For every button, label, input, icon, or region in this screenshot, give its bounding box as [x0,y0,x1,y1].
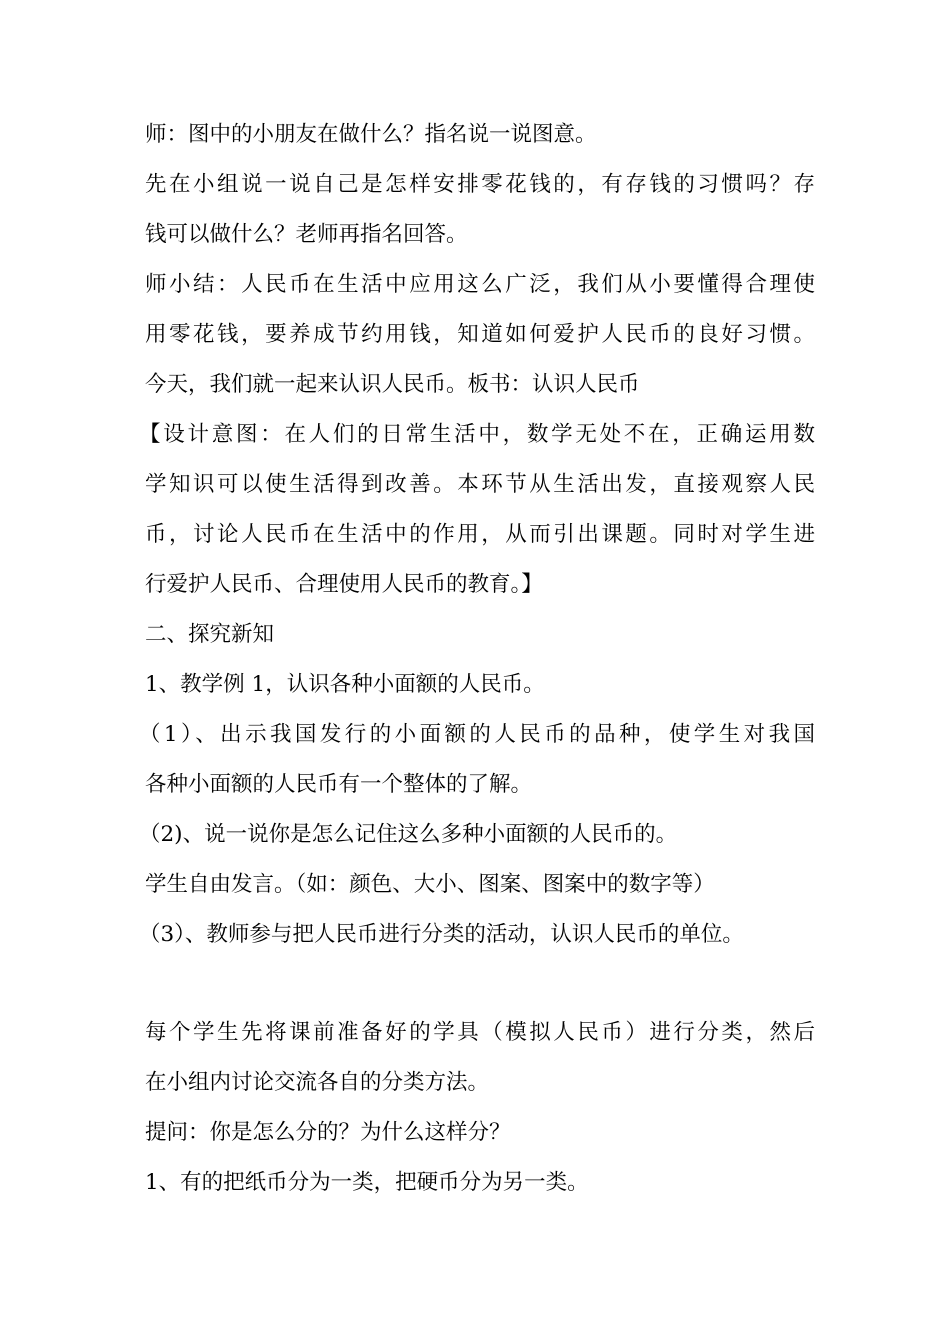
paragraph-line: （3）、教师参与把人民币进行分类的活动，认识人民币的单位。 [139,922,744,947]
paragraph-line: 【设计意图：在人们的日常生活中，数学无处不在，正确运用数 [139,422,815,447]
paragraph-line: 学知识可以使生活得到改善。本环节从生活出发，直接观察人民 [145,472,815,497]
paragraph-line: 学生自由发言。（如：颜色、大小、图案、图案中的数字等） [145,872,715,897]
section-heading: 二、探究新知 [145,622,275,647]
paragraph-line: 今天，我们就一起来认识人民币。板书：认识人民币 [145,372,640,397]
paragraph-line: （1）、出示我国发行的小面额的人民币的品种，使学生对我国 [139,722,815,747]
paragraph-line: 用零花钱，要养成节约用钱，知道如何爱护人民币的良好习惯。 [145,322,815,347]
paragraph-line: 币，讨论人民币在生活中的作用，从而引出课题。同时对学生进 [145,522,815,547]
document-body [139,110,815,1208]
paragraph-line: 师小结：人民币在生活中应用这么广泛，我们从小要懂得合理使 [145,272,815,297]
paragraph-line: 每个学生先将课前准备好的学具（模拟人民币）进行分类，然后 [145,1020,815,1045]
paragraph-line: 在小组内讨论交流各自的分类方法。 [145,1070,490,1095]
paragraph-line: 师：图中的小朋友在做什么？指名说一说图意。 [145,122,597,147]
paragraph-line: 钱可以做什么？老师再指名回答。 [145,222,468,247]
paragraph-line: （2)、说一说你是怎么记住这么多种小面额的人民币的。 [139,822,678,847]
paragraph-line: 1、有的把纸币分为一类，把硬币分为另一类。 [145,1170,589,1195]
paragraph-gap [145,960,815,1008]
paragraph-line: 先在小组说一说自己是怎样安排零花钱的，有存钱的习惯吗？存 [145,172,815,197]
paragraph-line: 各种小面额的人民币有一个整体的了解。 [145,772,533,797]
paragraph-line: 行爱护人民币、合理使用人民币的教育。】 [145,572,543,597]
paragraph-line: 提问：你是怎么分的？为什么这样分？ [145,1120,511,1145]
paragraph-line: 1、教学例 1，认识各种小面额的人民币。 [145,672,545,697]
